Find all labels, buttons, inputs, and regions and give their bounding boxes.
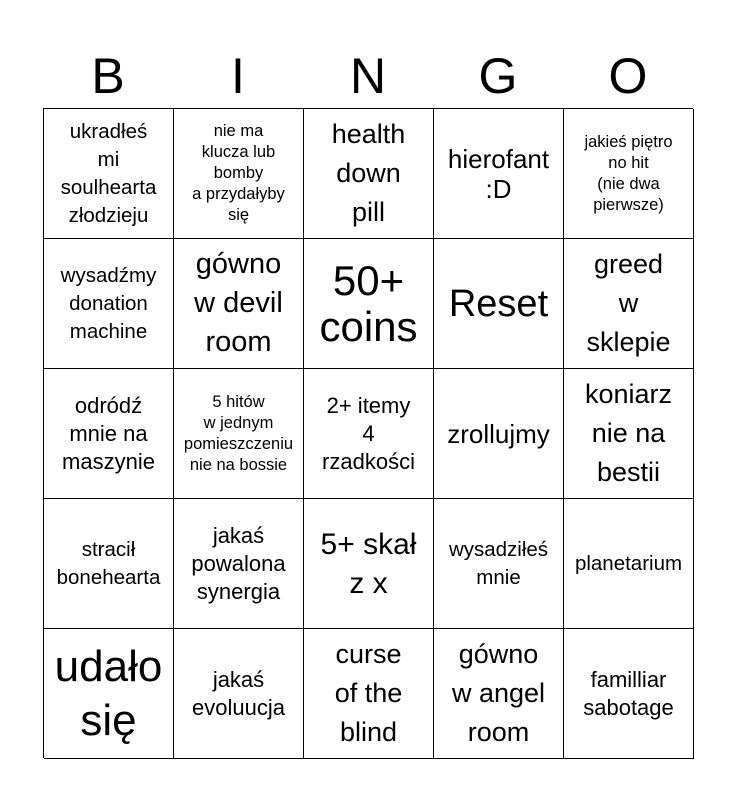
bingo-grid xyxy=(43,108,693,758)
cell-text: jakaś evoluucja xyxy=(192,666,285,720)
bingo-cell[interactable] xyxy=(434,369,564,499)
header-letter-b: B xyxy=(91,48,125,104)
cell-text: wysadziłeś mnie xyxy=(448,537,549,589)
bingo-cell[interactable] xyxy=(434,109,564,239)
cell-text: jakieś piętro no hit (nie dwa pierwsze) xyxy=(584,132,673,214)
cell-text: udało się xyxy=(54,641,163,745)
bingo-cell[interactable] xyxy=(304,109,434,239)
cell-text: curse of the blind xyxy=(334,639,403,747)
cell-text: greed w sklepie xyxy=(586,249,671,357)
cell-text: health down pill xyxy=(331,119,406,227)
bingo-cell[interactable] xyxy=(174,369,304,499)
cell-text: wysadźmy donation machine xyxy=(60,263,157,343)
bingo-cell[interactable] xyxy=(174,629,304,759)
cell-text: planetarium xyxy=(574,551,683,575)
cell-text: jakaś powalona synergia xyxy=(191,522,286,604)
cell-text: hierofant :D xyxy=(447,143,550,204)
cell-text: koniarz nie na bestii xyxy=(584,379,673,487)
cell-text: zrollujmy xyxy=(447,418,550,449)
bingo-cell[interactable] xyxy=(564,499,694,629)
bingo-cell[interactable] xyxy=(434,239,564,369)
bingo-cell[interactable] xyxy=(304,499,434,629)
header-letter-n: N xyxy=(349,48,387,104)
bingo-cell[interactable] xyxy=(44,109,174,239)
bingo-cell[interactable] xyxy=(434,629,564,759)
cell-text: gówno w angel room xyxy=(451,639,546,747)
cell-text: Reset xyxy=(448,282,549,325)
header-letter-g: G xyxy=(478,48,518,104)
bingo-cell[interactable] xyxy=(564,629,694,759)
bingo-cell[interactable] xyxy=(174,109,304,239)
bingo-cell[interactable] xyxy=(44,629,174,759)
bingo-cell[interactable] xyxy=(44,369,174,499)
bingo-cell[interactable] xyxy=(564,239,694,369)
cell-text: gówno w devil room xyxy=(194,248,283,358)
bingo-cell[interactable] xyxy=(304,629,434,759)
cell-text: 50+ coins xyxy=(319,256,418,350)
bingo-cell[interactable] xyxy=(44,239,174,369)
cell-text: 5 hitów w jednym pomieszczeniu nie na bossie xyxy=(183,392,294,474)
bingo-cell[interactable] xyxy=(304,369,434,499)
header-letter-o: O xyxy=(608,48,648,104)
cell-text: ukradłeś mi soulhearta złodzieju xyxy=(60,119,157,227)
cell-text: familliar sabotage xyxy=(583,666,674,720)
cell-text: stracił bonehearta xyxy=(56,537,161,589)
bingo-cell[interactable] xyxy=(304,239,434,369)
cell-text: odródź mnie na maszynie xyxy=(62,392,155,474)
cell-text: nie ma klucza lub bomby a przydałyby się xyxy=(192,122,285,224)
bingo-cell[interactable] xyxy=(564,109,694,239)
bingo-cell[interactable] xyxy=(174,239,304,369)
bingo-header xyxy=(43,46,693,106)
bingo-cell[interactable] xyxy=(434,499,564,629)
bingo-cell[interactable] xyxy=(564,369,694,499)
cell-text: 5+ skał z x xyxy=(320,527,417,600)
bingo-cell[interactable] xyxy=(44,499,174,629)
header-letter-i: I xyxy=(231,48,245,104)
bingo-cell[interactable] xyxy=(174,499,304,629)
cell-text: 2+ itemy 4 rzadkości xyxy=(322,392,415,474)
